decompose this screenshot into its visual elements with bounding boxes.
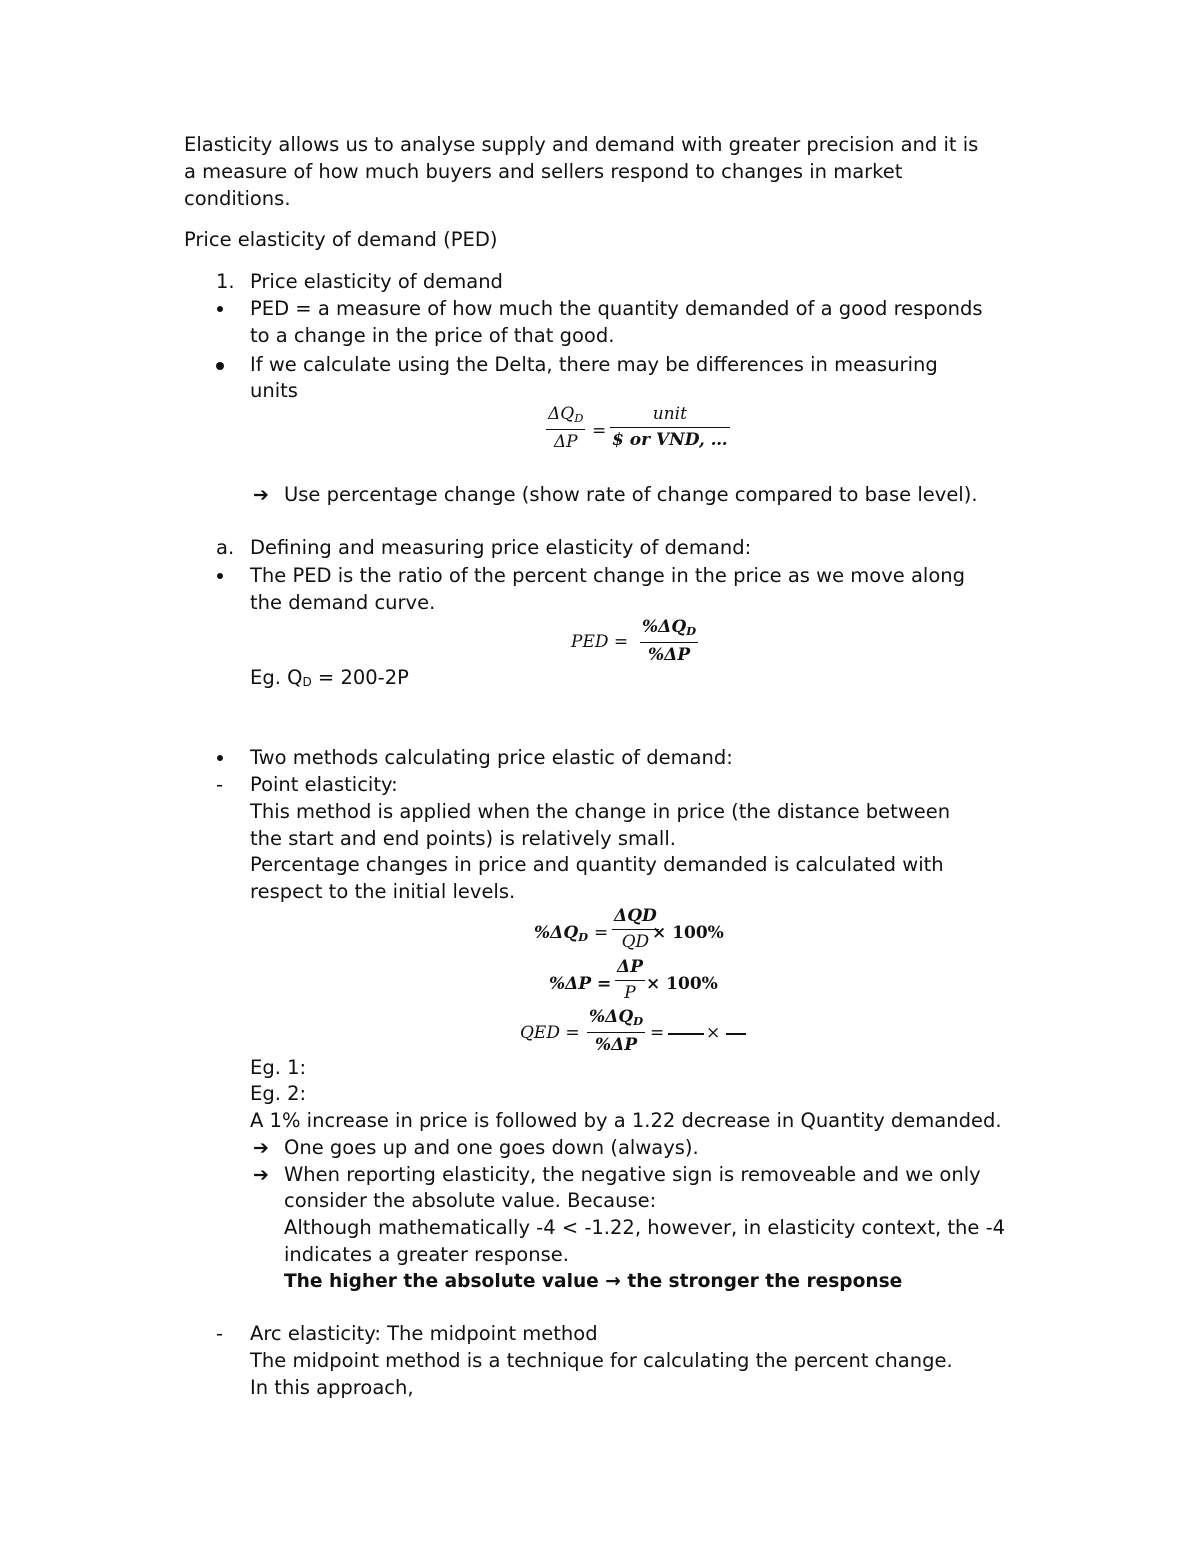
eq2-lhs: PED = <box>571 632 629 652</box>
dash-marker: - <box>216 773 224 796</box>
eq5-fraction <box>587 1009 645 1054</box>
arrow-note-2-line-1: When reporting elasticity, the negative sign is removeable and we only <box>284 1163 981 1186</box>
list-item-a: Defining and measuring price elasticity of demand: <box>250 536 752 559</box>
eq2-fraction <box>640 619 698 664</box>
arrow-icon: ➔ <box>253 1137 269 1159</box>
delta-line-2: units <box>250 379 298 402</box>
eg-1: Eg. 1: <box>250 1056 307 1079</box>
eq1-num-left-sub: D <box>574 411 584 425</box>
arrow-note-2-line-2: consider the absolute value. Because: <box>284 1189 657 1212</box>
ped-def-line-2: to a change in the price of that good. <box>250 324 615 347</box>
point-line-3: Percentage changes in price and quantity demanded is calculated with <box>250 853 944 876</box>
intro-line-1: Elasticity allows us to analyse supply and demand with greater precision and it is <box>184 133 979 156</box>
eq2-num: %ΔQ <box>642 617 687 637</box>
arrow-note-2-line-3: Although mathematically -4 < -1.22, however, in elasticity context, the -4 <box>284 1216 1006 1239</box>
list-item-1: Price elasticity of demand <box>250 270 503 293</box>
delta-line-1: If we calculate using the Delta, there may be differences in measuring <box>250 353 938 376</box>
eq1-num-left: ΔQ <box>548 404 575 424</box>
eq1-equals: = <box>592 421 607 441</box>
eq3-times: × 100% <box>652 923 724 943</box>
eq5-lhs: QED = <box>520 1023 580 1043</box>
bullet-icon <box>216 362 224 370</box>
eg-qd-prefix: Eg. Q <box>250 666 303 689</box>
eg-qd-suffix: = 200-2P <box>311 666 409 689</box>
eq5-equals: = <box>650 1023 665 1043</box>
eq2-den: %ΔP <box>648 644 691 665</box>
point-line-4: respect to the initial levels. <box>250 880 516 903</box>
eq5-times: × <box>706 1023 721 1043</box>
eq1-right-fraction <box>610 406 730 449</box>
percentage-note: Use percentage change (show rate of change compared to base level). <box>284 483 978 506</box>
eq4-lhs: %ΔP = <box>549 974 612 994</box>
eq5-num-sub: D <box>633 1014 644 1028</box>
eq4-num: ΔP <box>617 957 643 977</box>
two-methods: Two methods calculating price elastic of demand: <box>250 746 733 769</box>
eq3-equals: = <box>594 923 609 943</box>
bullet-icon <box>217 306 223 312</box>
dash-marker: - <box>216 1322 224 1345</box>
point-elasticity-title: Point elasticity: <box>250 773 398 796</box>
eq5-num: %ΔQ <box>589 1007 634 1027</box>
eq1-left-fraction <box>546 406 585 451</box>
eg-2: Eg. 2: <box>250 1082 307 1105</box>
arrow-icon: ➔ <box>253 1164 269 1186</box>
key-takeaway: The higher the absolute value → the stronger the response <box>284 1271 903 1292</box>
arrow-note-2-line-4: indicates a greater response. <box>284 1243 569 1266</box>
eq1-den-right: $ or VND, … <box>612 430 728 451</box>
ped-ratio-line-1: The PED is the ratio of the percent change in the price as we move along <box>250 564 965 587</box>
eq5-blank-fraction-2 <box>726 1033 746 1035</box>
eq3-num: ΔQD <box>614 906 657 926</box>
eq3-lhs-text: %ΔQ <box>534 923 579 943</box>
eq5-blank-fraction-1 <box>668 1033 704 1035</box>
eq3-lhs-sub: D <box>578 930 589 944</box>
section-title: Price elasticity of demand (PED) <box>184 228 498 251</box>
eq4-fraction <box>615 959 645 1002</box>
eg-2-text: A 1% increase in price is followed by a 1.22 decrease in Quantity demanded. <box>250 1109 1002 1132</box>
intro-line-3: conditions. <box>184 187 291 210</box>
eq5-den: %ΔP <box>595 1034 638 1055</box>
intro-line-2: a measure of how much buyers and sellers respond to changes in market <box>184 160 903 183</box>
ped-def-line-1: PED = a measure of how much the quantity demanded of a good responds <box>250 297 983 320</box>
arc-line-1: The midpoint method is a technique for calculating the percent change. <box>250 1349 953 1372</box>
eq4-times: × 100% <box>646 974 718 994</box>
eg-qd <box>250 665 409 696</box>
eq3-lhs <box>534 925 588 944</box>
eq4-den: P <box>624 983 636 1004</box>
point-line-1: This method is applied when the change in price (the distance between <box>250 800 951 823</box>
bullet-icon <box>217 755 223 761</box>
list-marker-a: a. <box>216 536 235 559</box>
list-marker-1: 1. <box>216 270 235 293</box>
arc-line-2: In this approach, <box>250 1376 414 1399</box>
eq1-den-left: ΔP <box>553 431 578 452</box>
arc-elasticity-title: Arc elasticity: The midpoint method <box>250 1322 598 1345</box>
bullet-icon <box>217 573 223 579</box>
eg-qd-sub: D <box>302 675 312 689</box>
eq3-den: QD <box>621 932 650 953</box>
point-line-2: the start and end points) is relatively small. <box>250 827 676 850</box>
arrow-icon: ➔ <box>253 484 269 506</box>
ped-ratio-line-2: the demand curve. <box>250 591 436 614</box>
eq1-num-right: unit <box>652 404 687 424</box>
eq2-num-sub: D <box>686 624 697 638</box>
arrow-note-1: One goes up and one goes down (always). <box>284 1136 699 1159</box>
